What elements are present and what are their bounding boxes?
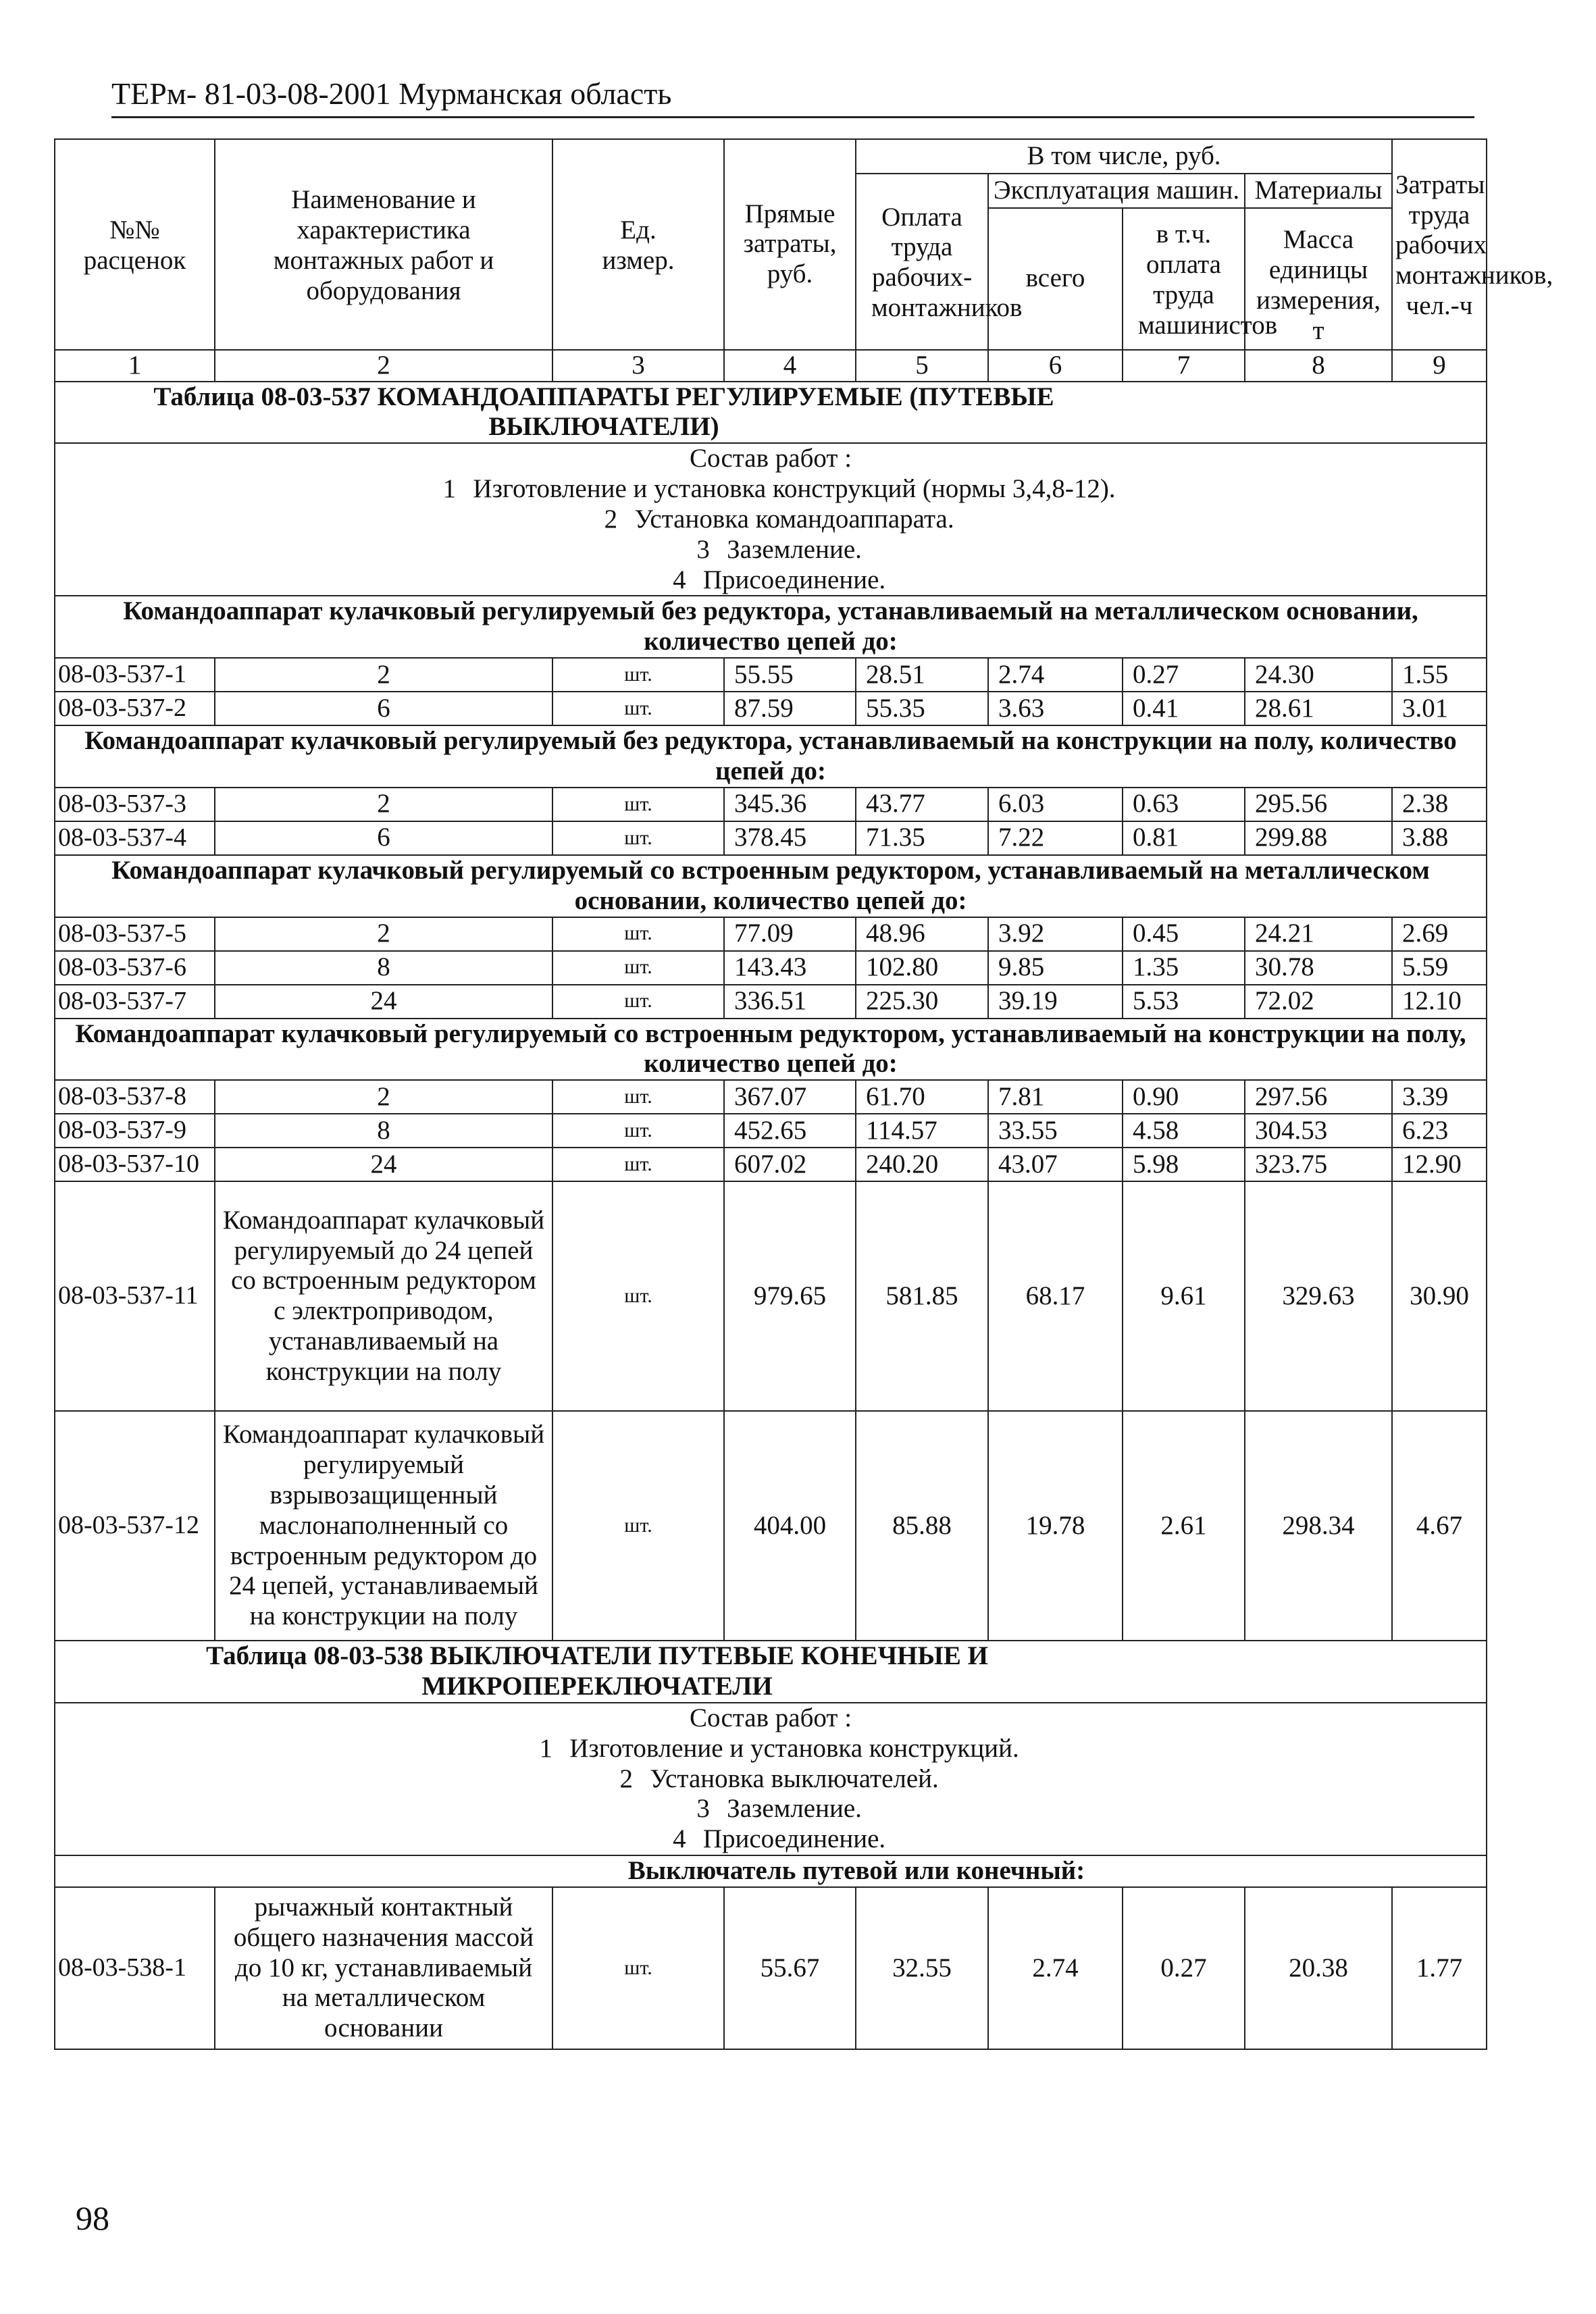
- row-labor: 48.96: [856, 917, 988, 951]
- col-number: 4: [724, 350, 856, 382]
- row-unit: шт.: [552, 917, 724, 951]
- row-labor: 581.85: [856, 1181, 988, 1411]
- row-machines: 19.78: [988, 1411, 1123, 1641]
- table-row: [55, 1181, 1487, 1411]
- col-number: 3: [552, 350, 724, 382]
- row-name: Командоаппарат кулачковый регулируемый до 24 цепей со встроенным редуктором с электроприводом, устанавливаемый на конструкции на полу: [215, 1181, 552, 1411]
- row-direct: 979.65: [724, 1181, 856, 1411]
- row-hours: 5.59: [1392, 951, 1487, 985]
- table-537-title: Таблица 08-03-537 КОМАНДОАППАРАТЫ РЕГУЛИРУЕМЫЕ (ПУТЕВЫЕ ВЫКЛЮЧАТЕЛИ): [55, 382, 1487, 444]
- page-header: ТЕРм- 81-03-08-2001 Мурманская область: [111, 76, 672, 111]
- row-hours: 12.10: [1392, 985, 1487, 1019]
- composition-item: 4 Присоединение.: [673, 565, 886, 594]
- row-labor: 240.20: [856, 1148, 988, 1181]
- row-machines: 39.19: [988, 985, 1123, 1019]
- row-machines-labor: 0.63: [1123, 788, 1245, 821]
- row-machines: 6.03: [988, 788, 1123, 821]
- col-header-unit: Ед. измер.: [552, 139, 724, 350]
- composition-item: 3 Заземление.: [696, 534, 862, 564]
- row-name: рычажный контактный общего назначения массой до 10 кг, устанавливаемый на металлическом основании: [215, 1887, 552, 2049]
- row-materials: 299.88: [1245, 821, 1392, 855]
- row-hours: 6.23: [1392, 1114, 1487, 1148]
- row-name: Командоаппарат кулачковый регулируемый взрывозащищенный маслонаполненный со встроенным редуктором до 24 цепей, устанавливаемый на конструкции на полу: [215, 1411, 552, 1641]
- row-materials: 297.56: [1245, 1080, 1392, 1114]
- row-labor: 85.88: [856, 1411, 988, 1641]
- composition-label: Состав работ :: [689, 444, 852, 473]
- row-hours: 3.39: [1392, 1080, 1487, 1114]
- row-hours: 1.77: [1392, 1887, 1487, 2049]
- composition-item: 1 Изготовление и установка конструкций (нормы 3,4,8-12).: [442, 474, 1116, 504]
- row-direct: 55.55: [724, 658, 856, 692]
- table-row: [55, 788, 1487, 821]
- row-machines-labor: 0.41: [1123, 692, 1245, 725]
- row-code: 08-03-537-4: [55, 821, 215, 855]
- row-direct: 77.09: [724, 917, 856, 951]
- row-machines-labor: 0.45: [1123, 917, 1245, 951]
- header-divider: [111, 116, 1474, 118]
- row-labor: 225.30: [856, 985, 988, 1019]
- row-materials: 295.56: [1245, 788, 1392, 821]
- group-heading: Выключатель путевой или конечный:: [55, 1855, 1487, 1887]
- row-machines: 33.55: [988, 1114, 1123, 1148]
- row-code: 08-03-537-3: [55, 788, 215, 821]
- row-name: 2: [215, 658, 552, 692]
- group-heading: Командоаппарат кулачковый регулируемый со встроенным редуктором, устанавливаемый на металлическом основании, количество цепей до:: [55, 855, 1487, 917]
- col-header-direct: Прямые затраты, руб.: [724, 139, 856, 350]
- row-machines-labor: 1.35: [1123, 951, 1245, 985]
- table-row: [55, 692, 1487, 725]
- col-header-name: Наименование и характеристика монтажных работ и оборудования: [215, 139, 552, 350]
- row-labor: 28.51: [856, 658, 988, 692]
- row-direct: 607.02: [724, 1148, 856, 1181]
- row-direct: 452.65: [724, 1114, 856, 1148]
- row-labor: 61.70: [856, 1080, 988, 1114]
- row-name: 24: [215, 985, 552, 1019]
- row-materials: 72.02: [1245, 985, 1392, 1019]
- row-machines-labor: 0.27: [1123, 1887, 1245, 2049]
- row-code: 08-03-537-10: [55, 1148, 215, 1181]
- row-machines-labor: 5.53: [1123, 985, 1245, 1019]
- row-labor: 102.80: [856, 951, 988, 985]
- row-materials: 28.61: [1245, 692, 1392, 725]
- col-header-labor-hours: Затраты труда рабочих монтажников, чел.-ч: [1392, 139, 1487, 350]
- col-number: 5: [856, 350, 988, 382]
- row-code: 08-03-537-2: [55, 692, 215, 725]
- row-machines: 9.85: [988, 951, 1123, 985]
- price-table: [54, 138, 1553, 2050]
- row-code: 08-03-537-11: [55, 1181, 215, 1411]
- row-unit: шт.: [552, 1080, 724, 1114]
- row-name: 2: [215, 1080, 552, 1114]
- row-code: 08-03-537-12: [55, 1411, 215, 1641]
- row-materials: 24.30: [1245, 658, 1392, 692]
- row-machines: 7.81: [988, 1080, 1123, 1114]
- row-unit: шт.: [552, 692, 724, 725]
- row-unit: шт.: [552, 951, 724, 985]
- composition-item: 2 Установка выключателей.: [619, 1764, 939, 1793]
- row-labor: 71.35: [856, 821, 988, 855]
- row-unit: шт.: [552, 1181, 724, 1411]
- row-name: 6: [215, 821, 552, 855]
- row-unit: шт.: [552, 1114, 724, 1148]
- row-machines-labor: 0.27: [1123, 658, 1245, 692]
- table-row: [55, 951, 1487, 985]
- row-machines: 2.74: [988, 658, 1123, 692]
- col-header-code: №№ расценок: [55, 139, 215, 350]
- table-row: [55, 1411, 1487, 1641]
- row-labor: 43.77: [856, 788, 988, 821]
- composition-label: Состав работ :: [689, 1703, 852, 1732]
- row-direct: 143.43: [724, 951, 856, 985]
- row-materials: 24.21: [1245, 917, 1392, 951]
- composition-item: 3 Заземление.: [696, 1794, 862, 1824]
- col-number: 7: [1123, 350, 1245, 382]
- row-labor: 55.35: [856, 692, 988, 725]
- row-direct: 87.59: [724, 692, 856, 725]
- col-header-machines-labor: в т.ч. оплата труда машинистов: [1123, 208, 1245, 350]
- row-machines: 2.74: [988, 1887, 1123, 2049]
- table-row: [55, 1114, 1487, 1148]
- row-materials: 329.63: [1245, 1181, 1392, 1411]
- row-unit: шт.: [552, 1887, 724, 2049]
- row-materials: 298.34: [1245, 1411, 1392, 1641]
- row-hours: 12.90: [1392, 1148, 1487, 1181]
- row-hours: 4.67: [1392, 1411, 1487, 1641]
- row-hours: 30.90: [1392, 1181, 1487, 1411]
- row-unit: шт.: [552, 1148, 724, 1181]
- composition-item: 4 Присоединение.: [673, 1824, 886, 1854]
- page-number: 98: [76, 2199, 109, 2237]
- row-direct: 345.36: [724, 788, 856, 821]
- row-machines-labor: 2.61: [1123, 1411, 1245, 1641]
- row-name: 8: [215, 951, 552, 985]
- group-heading: Командоаппарат кулачковый регулируемый без редуктора, устанавливаемый на конструкции на полу, количество цепей до:: [55, 725, 1487, 788]
- row-machines: 68.17: [988, 1181, 1123, 1411]
- group-heading: Командоаппарат кулачковый регулируемый со встроенным редуктором, устанавливаемый на конструкции на полу, количество цепей до:: [55, 1019, 1487, 1081]
- row-direct: 378.45: [724, 821, 856, 855]
- col-number: 9: [1392, 350, 1487, 382]
- row-machines: 3.92: [988, 917, 1123, 951]
- composition-item: 2 Установка командоаппарата.: [604, 504, 954, 534]
- row-labor: 114.57: [856, 1114, 988, 1148]
- row-code: 08-03-537-9: [55, 1114, 215, 1148]
- col-header-including: В том числе, руб.: [856, 139, 1392, 174]
- row-machines-labor: 5.98: [1123, 1148, 1245, 1181]
- table-row: [55, 917, 1487, 951]
- row-code: 08-03-537-7: [55, 985, 215, 1019]
- row-code: 08-03-537-6: [55, 951, 215, 985]
- col-header-mass: Масса единицы измерения, т: [1245, 208, 1392, 350]
- row-name: 8: [215, 1114, 552, 1148]
- row-unit: шт.: [552, 658, 724, 692]
- row-name: 2: [215, 788, 552, 821]
- col-header-labor-pay: Оплата труда рабочих-монтажников: [856, 174, 988, 350]
- row-hours: 2.69: [1392, 917, 1487, 951]
- row-materials: 30.78: [1245, 951, 1392, 985]
- table-538-composition: [55, 1703, 1487, 1855]
- row-code: 08-03-537-8: [55, 1080, 215, 1114]
- row-machines: 43.07: [988, 1148, 1123, 1181]
- row-name: 2: [215, 917, 552, 951]
- table-row: [55, 658, 1487, 692]
- row-hours: 2.38: [1392, 788, 1487, 821]
- row-code: 08-03-538-1: [55, 1887, 215, 2049]
- row-code: 08-03-537-1: [55, 658, 215, 692]
- table-537-composition: [55, 443, 1487, 596]
- composition-item: 1 Изготовление и установка конструкций.: [539, 1733, 1019, 1763]
- row-machines-labor: 4.58: [1123, 1114, 1245, 1148]
- col-number: 8: [1245, 350, 1392, 382]
- row-name: 24: [215, 1148, 552, 1181]
- row-name: 6: [215, 692, 552, 725]
- row-hours: 3.01: [1392, 692, 1487, 725]
- row-unit: шт.: [552, 788, 724, 821]
- row-hours: 1.55: [1392, 658, 1487, 692]
- row-hours: 3.88: [1392, 821, 1487, 855]
- table-row: [55, 1148, 1487, 1181]
- col-header-materials: Материалы: [1245, 174, 1392, 208]
- row-materials: 304.53: [1245, 1114, 1392, 1148]
- table-row: [55, 985, 1487, 1019]
- table-538-title: Таблица 08-03-538 ВЫКЛЮЧАТЕЛИ ПУТЕВЫЕ КОНЕЧНЫЕ И МИКРОПЕРЕКЛЮЧАТЕЛИ: [55, 1641, 1487, 1703]
- row-direct: 55.67: [724, 1887, 856, 2049]
- row-unit: шт.: [552, 985, 724, 1019]
- row-materials: 20.38: [1245, 1887, 1392, 2049]
- row-machines-labor: 0.90: [1123, 1080, 1245, 1114]
- col-header-machines-total: всего: [988, 208, 1123, 350]
- col-number: 1: [55, 350, 215, 382]
- row-code: 08-03-537-5: [55, 917, 215, 951]
- row-direct: 404.00: [724, 1411, 856, 1641]
- row-machines: 7.22: [988, 821, 1123, 855]
- row-materials: 323.75: [1245, 1148, 1392, 1181]
- col-header-machines: Эксплуатация машин.: [988, 174, 1245, 208]
- row-machines-labor: 0.81: [1123, 821, 1245, 855]
- table-row: [55, 821, 1487, 855]
- table-row: [55, 1887, 1487, 2049]
- row-direct: 336.51: [724, 985, 856, 1019]
- row-machines: 3.63: [988, 692, 1123, 725]
- table-row: [55, 1080, 1487, 1114]
- row-unit: шт.: [552, 821, 724, 855]
- row-direct: 367.07: [724, 1080, 856, 1114]
- group-heading: Командоаппарат кулачковый регулируемый без редуктора, устанавливаемый на металлическом основании, количество цепей до:: [55, 596, 1487, 658]
- row-labor: 32.55: [856, 1887, 988, 2049]
- row-unit: шт.: [552, 1411, 724, 1641]
- row-machines-labor: 9.61: [1123, 1181, 1245, 1411]
- col-number: 6: [988, 350, 1123, 382]
- col-number: 2: [215, 350, 552, 382]
